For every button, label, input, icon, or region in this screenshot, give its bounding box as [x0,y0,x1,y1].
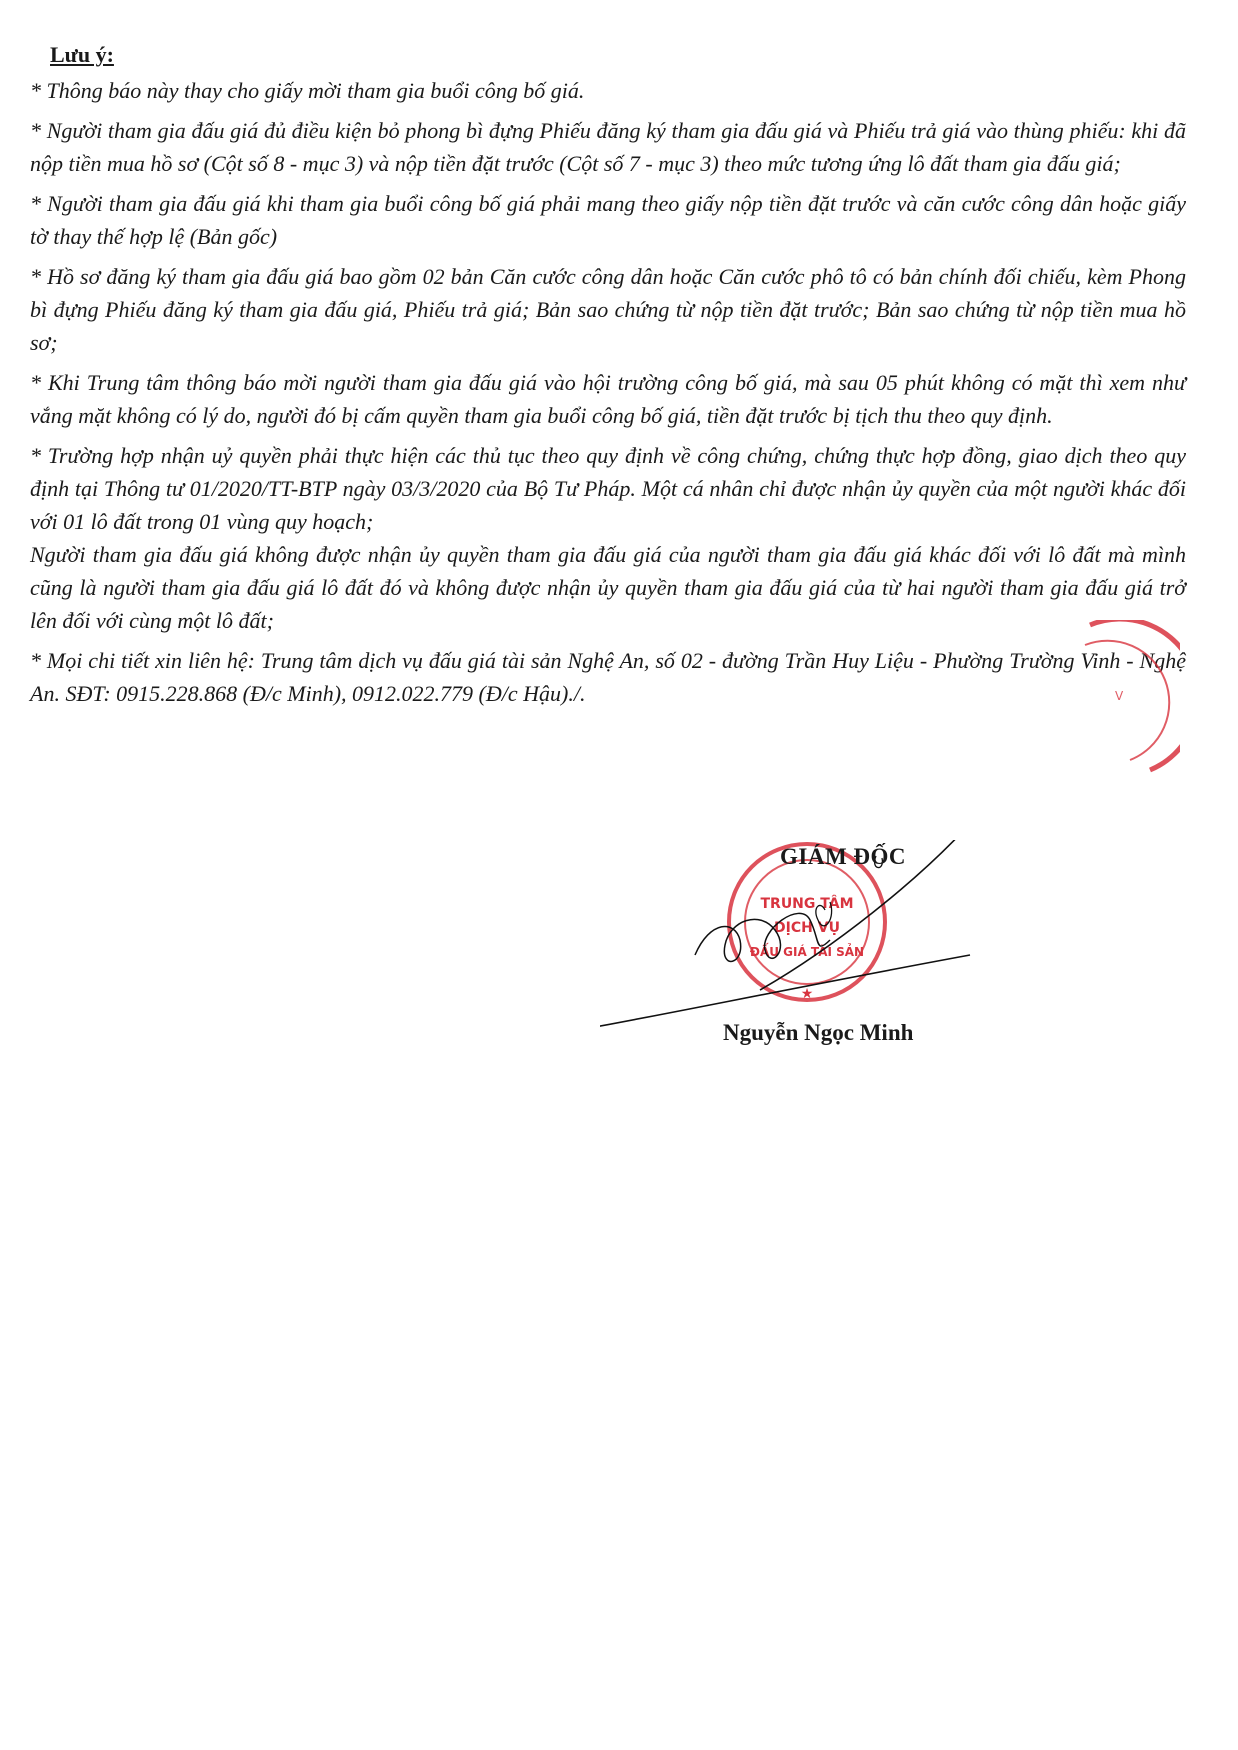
note-item: * Thông báo này thay cho giấy mời tham gia buổi công bố giá. [30,78,585,103]
stamp-line: DỊCH VỤ [774,920,840,936]
note-item: * Mọi chi tiết xin liên hệ: Trung tâm dịch vụ đấu giá tài sản Nghệ An, số 02 - đường Trần Huy Liệu - Phường Trường Vinh - Nghệ An. SĐT: 0915.228.868 (Đ/c Minh), 0912.022.779 (Đ/c Hậu)./. [30,648,1186,706]
signer-title: GIÁM ĐỐC [780,844,907,869]
svg-text:★: ★ [800,986,814,1002]
signature-block [600,840,1060,1070]
note-item: * Trường hợp nhận uỷ quyền phải thực hiện các thủ tục theo quy định về công chứng, chứng thực hợp đồng, giao dịch theo quy định tại Thông tư 01/2020/TT-BTP ngày 03/3/2020 của Bộ Tư Pháp. Một cá nhân chỉ được nhận ủy quyền của một người khác đối với 01 lô đất trong 01 vùng quy hoạch; [30,443,1186,534]
stamp-line: TRUNG TÂM [760,896,854,912]
note-item: * Khi Trung tâm thông báo mời người tham gia đấu giá vào hội trường công bố giá, mà sau 05 phút không có mặt thì xem như vắng mặt không có lý do, người đó bị cấm quyền tham gia buổi công bố giá, tiền đặt trước bị tịch thu theo quy định. [30,370,1186,428]
partial-stamp-icon [1080,620,1180,780]
note-item: Người tham gia đấu giá không được nhận ủy quyền tham gia đấu giá của người tham gia đấu giá khác đối với lô đất mà mình cũng là người tham gia đấu giá lô đất đó và không được nhận ủy quyền tham gia đấu giá của từ hai người tham gia đấu giá trở lên đối với cùng một lô đất; [30,542,1186,633]
signer-name: Nguyễn Ngọc Minh [723,1020,914,1045]
stamp-line: ĐẤU GIÁ TÀI SẢN [749,945,865,959]
notes-title: Lưu ý: [50,42,114,67]
note-item: * Người tham gia đấu giá khi tham gia buổi công bố giá phải mang theo giấy nộp tiền đặt trước và căn cước công dân hoặc giấy tờ thay thế hợp lệ (Bản gốc) [30,191,1186,249]
svg-text:V: V [1115,689,1124,703]
note-item: * Hồ sơ đăng ký tham gia đấu giá bao gồm 02 bản Căn cước công dân hoặc Căn cước phô tô có bản chính đối chiếu, kèm Phong bì đựng Phiếu đăng ký tham gia đấu giá, Phiếu trả giá; Bản sao chứng từ nộp tiền đặt trước; Bản sao chứng từ nộp tiền mua hồ sơ; [30,264,1186,355]
note-item: * Người tham gia đấu giá đủ điều kiện bỏ phong bì đựng Phiếu đăng ký tham gia đấu giá và Phiếu trả giá vào thùng phiếu: khi đã nộp tiền mua hồ sơ (Cột số 8 - mục 3) và nộp tiền đặt trước (Cột số 7 - mục 3) theo mức tương ứng lô đất tham gia đấu giá; [30,118,1186,176]
notes-section [30,40,1186,717]
